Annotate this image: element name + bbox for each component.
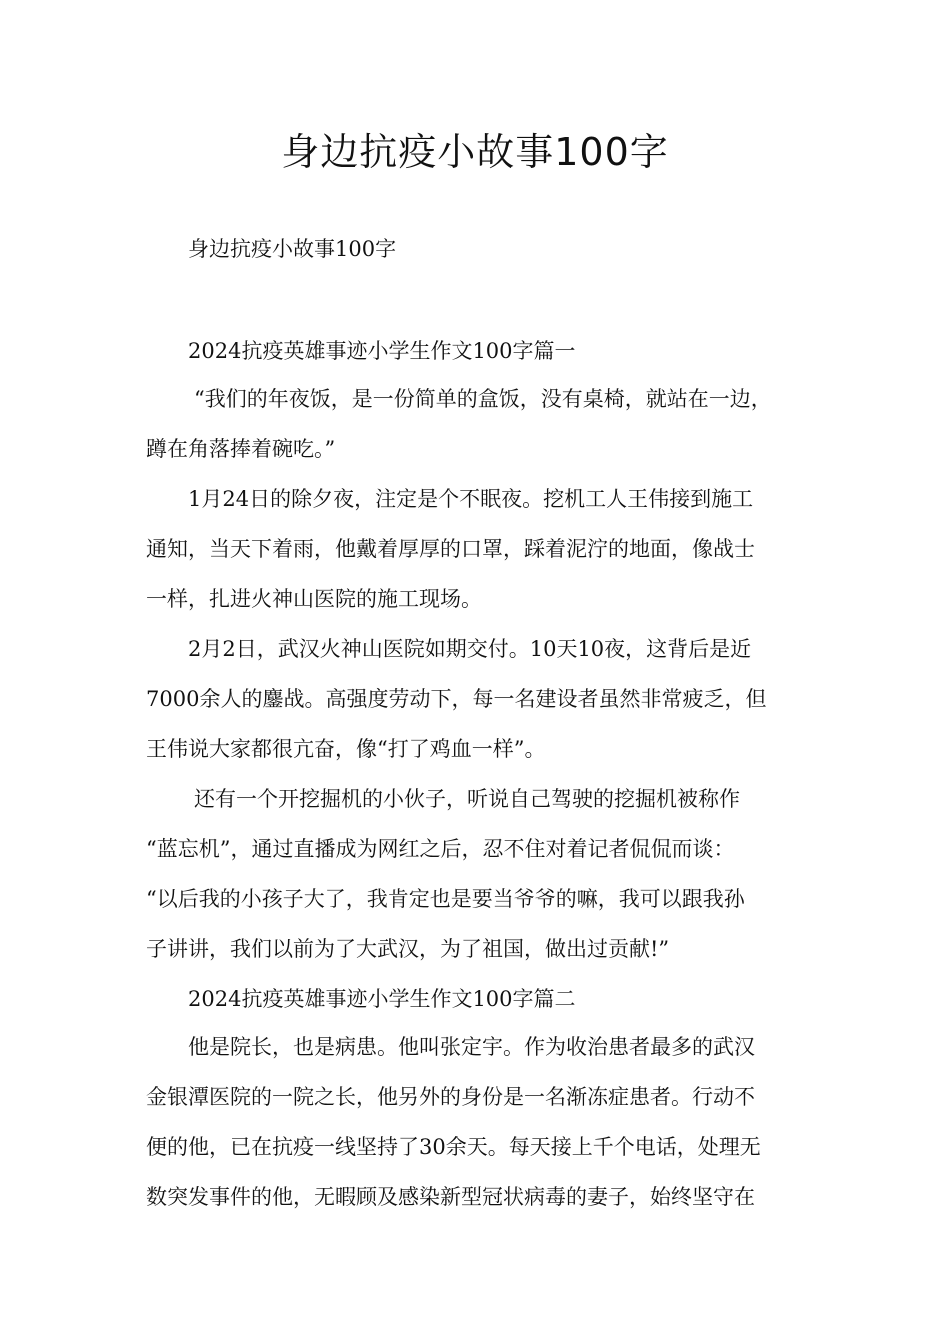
- paragraph-line: 便的他，已在抗疫一线坚持了30余天。每天接上千个电话，处理无: [146, 1135, 761, 1159]
- paragraph-line: 子讲讲，我们以前为了大武汉，为了祖国，做出过贡献!”: [146, 937, 670, 961]
- document-title: 身边抗疫小故事100字: [281, 130, 669, 174]
- paragraph-line: 他是院长，也是病患。他叫张定宇。作为收治患者最多的武汉: [188, 1035, 755, 1059]
- paragraph-line: 7000余人的鏖战。高强度劳动下，每一名建设者虽然非常疲乏，但: [146, 687, 767, 711]
- section-heading-1: 2024抗疫英雄事迹小学生作文100字篇一: [188, 339, 576, 363]
- paragraph-line: 一样，扎进火神山医院的施工现场。: [146, 587, 482, 611]
- paragraph-line: 数突发事件的他，无暇顾及感染新型冠状病毒的妻子，始终坚守在: [146, 1185, 755, 1209]
- paragraph-line: 金银潭医院的一院之长，他另外的身份是一名渐冻症患者。行动不: [146, 1085, 755, 1109]
- paragraph-line: “以后我的小孩子大了，我肯定也是要当爷爷的嘛，我可以跟我孙: [146, 887, 745, 911]
- paragraph-line: “我们的年夜饭，是一份简单的盒饭，没有桌椅，就站在一边，: [194, 387, 772, 411]
- document-subtitle: 身边抗疫小故事100字: [188, 237, 397, 261]
- paragraph-line: 1月24日的除夕夜，注定是个不眠夜。挖机工人王伟接到施工: [188, 487, 754, 511]
- paragraph-line: 蹲在角落捧着碗吃。”: [146, 437, 336, 461]
- paragraph-line: 还有一个开挖掘机的小伙子，听说自己驾驶的挖掘机被称作: [194, 787, 740, 811]
- paragraph-line: “蓝忘机”，通过直播成为网红之后，忍不住对着记者侃侃而谈：: [146, 837, 735, 861]
- paragraph-line: 通知，当天下着雨，他戴着厚厚的口罩，踩着泥泞的地面，像战士: [146, 537, 755, 561]
- section-heading-2: 2024抗疫英雄事迹小学生作文100字篇二: [188, 987, 576, 1011]
- paragraph-line: 2月2日，武汉火神山医院如期交付。10天10夜，这背后是近: [188, 637, 752, 661]
- paragraph-line: 王伟说大家都很亢奋，像“打了鸡血一样”。: [146, 737, 546, 761]
